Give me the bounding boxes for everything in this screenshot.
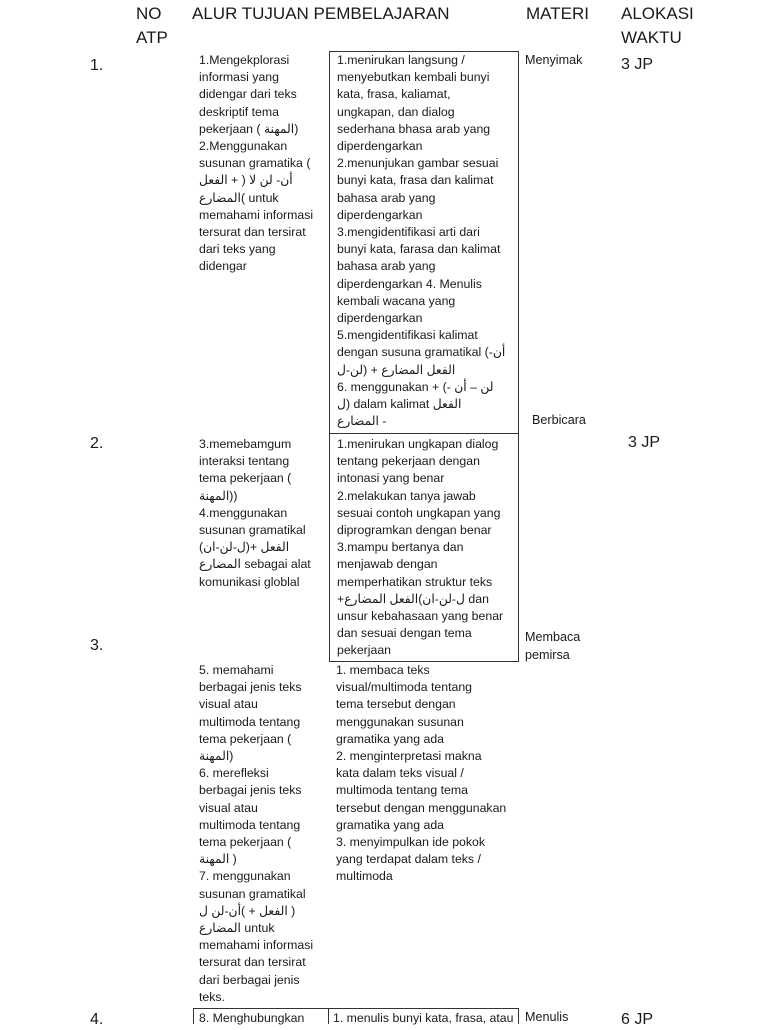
row-number: 3. <box>90 637 104 654</box>
header-alokasi-waktu: ALOKASI WAKTU <box>621 4 694 47</box>
border-top-row1 <box>329 51 519 52</box>
alokasi-value: 3 JP <box>621 56 654 73</box>
border-top-row4 <box>193 1008 519 1009</box>
header-materi: MATERI <box>526 4 589 23</box>
materi-label: Menulis <box>525 1010 569 1024</box>
alokasi-value: 6 JP <box>621 1011 654 1028</box>
indicator-text: 1. menulis bunyi kata, frasa, atau <box>333 1011 514 1025</box>
border-mid-row4 <box>328 1008 329 1024</box>
indicator-text: 1.menirukan langsung / menyebutkan kembali bunyi kata, frasa, kaliamat, ungkapan, dan dialog sederhana bhasa arab yang diperdengarkan 2.menunjukan gambar sesuai bunyi kata, frasa dan kalimat bahasa arab yang diperdengarkan 3.mengidentifikasi arti dari bunyi kata, farasa dan kalimat bahasa arab yang diperdengarkan 4. Menulis kembali wacana yang diperdengarkan 5.mengidentifikasi kalimat dengan susuna gramatikal (-أن الفعل المضارع + (لن-ل 6. menggunakan + (- لن – أن ل) dalam kalimat الفعل المضارع - <box>337 53 506 429</box>
materi-label: Membaca pemirsa <box>525 630 581 662</box>
header-alur-tujuan: ALUR TUJUAN PEMBELAJARAN <box>192 4 450 23</box>
row-number: 2. <box>90 435 104 452</box>
atp-text: 5. memahami berbagai jenis teks visual atau multimoda tentang tema pekerjaan ( المهنة) 6. merefleksi berbagai jenis teks visual atau multimoda tentang tema pekerjaan ( المهنة ) 7. menggunakan susunan gramatikal الفعل + )أن-لن ل ) المضارع untuk memahami informasi tersurat dan tersirat dari berbagai jenis teks. <box>199 663 314 1004</box>
atp-text: 3.memebamgum interaksi tentang tema pekerjaan ( المهنة)) 4.menggunakan susunan gramatikal (ل-لن-ان)+ الفعل المضارع sebagai alat komunikasi globlal <box>199 437 311 589</box>
header-no-atp: NO ATP <box>136 4 168 47</box>
border-row-divider <box>329 433 519 434</box>
atp-text: 8. Menghubungkan <box>199 1011 305 1025</box>
border-left-row4 <box>193 1008 194 1024</box>
atp-text: 1.Mengekplorasi informasi yang didengar dari teks deskriptif tema pekerjaan ( المهنة) 2.Menggunakan susunan gramatika ( أن- لن لا ( + الفعل المضارع( untuk memahami informasi tersurat dan tersirat dari teks yang didengar <box>199 53 314 274</box>
indicator-text: 1. membaca teks visual/multimoda tentang tema tersebut dengan menggunakan susunan gramatika yang ada 2. menginterpretasi makna kata dalam teks visual / multimoda tentang tema tersebut dengan menggunakan gramatika yang ada 3. menyimpulkan ide pokok yang terdapat dalam teks / multimoda <box>336 663 507 884</box>
materi-label: Berbicara <box>532 413 586 427</box>
border-left <box>329 51 330 661</box>
materi-label: Menyimak <box>525 53 583 67</box>
border-right-row4 <box>518 1008 519 1024</box>
indicator-text: 1.menirukan ungkapan dialog tentang pekerjaan dengan intonasi yang benar 2.melakukan tanya jawab sesuai contoh ungkapan yang diprogramkan dengan benar 3.mampu bertanya dan menjawab dengan memperhatikan struktur teks +ل-لن-ان)الفعل المضارع dan unsur kebahasaan yang benar dan sesuai dengan tema pekerjaan <box>337 437 504 658</box>
border-bottom-row2 <box>329 661 519 662</box>
row-number: 4. <box>90 1011 104 1028</box>
border-right <box>518 51 519 661</box>
row-number: 1. <box>90 57 104 74</box>
alokasi-value: 3 JP <box>628 434 661 451</box>
